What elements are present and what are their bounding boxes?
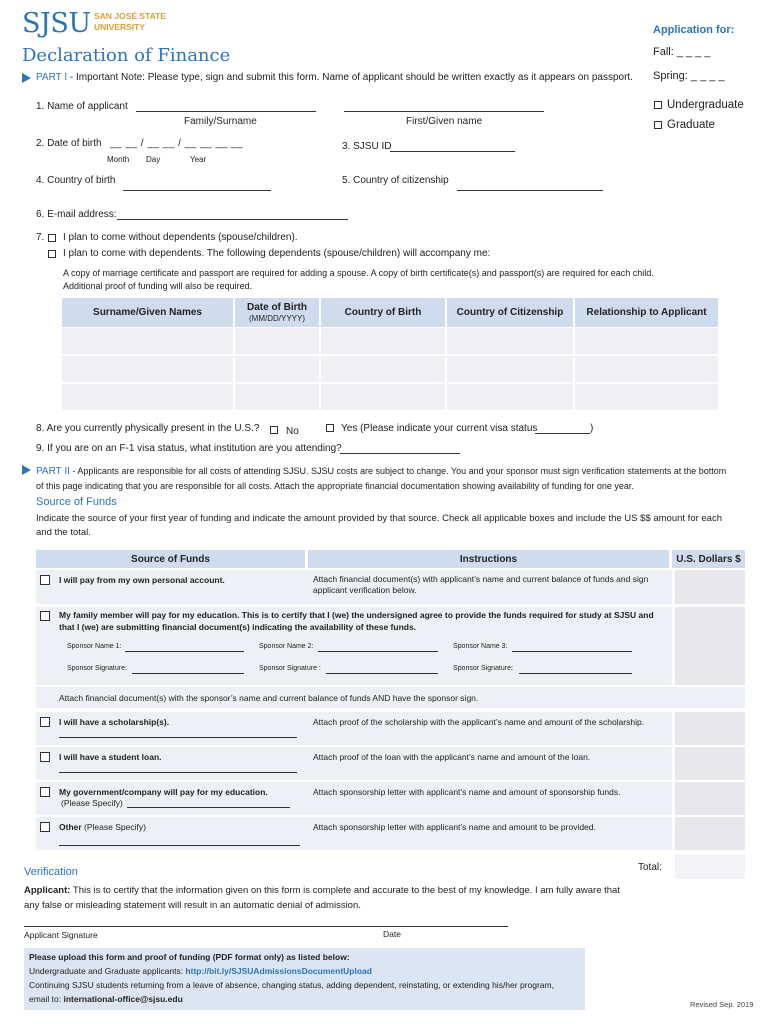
part2-text: - Applicants are responsible for all costs of attending SJSU. SJSU costs are subject to change. You and your sponsor must sign verification statements at the bottom of this page indicating that you are responsible for all costs. Attach the appropriate financial documentation showing availability of funding for one year. (36, 466, 727, 491)
q9-text: 9. If you are on an F-1 visa status, what institution are you attending? (36, 443, 342, 454)
part1-text: - Important Note: Please type, sign and submit this form. Name of applicant should be written exactly as it appears on passport. (67, 72, 633, 83)
family-attach-note: Attach financial document(s) with the sponsor’s name and current balance of funds AND have the sponsor sign. (59, 693, 479, 703)
country-citizenship-label: 5. Country of citizenship (342, 175, 449, 186)
sjsu-logo (22, 8, 182, 40)
dep-header-country-citizenship: Country of Citizenship (447, 298, 575, 327)
total-label: Total: (638, 862, 662, 873)
usd-cell-loan[interactable] (675, 747, 745, 780)
first-given-caption: First/Given name (406, 116, 483, 127)
part1-label: PART I (36, 72, 68, 83)
verification-heading: Verification (24, 866, 78, 878)
other-instructions: Attach sponsorship letter with applicant’s name and amount to be provided. (313, 822, 596, 832)
sjsu-id-label: 3. SJSU ID (342, 141, 392, 152)
dob-year: Year (190, 155, 207, 164)
logo-line1: SAN JOSÉ STATE (94, 11, 166, 21)
dob-label: 2. Date of birth (36, 138, 102, 149)
upload-line1 (29, 966, 372, 976)
upload-line1-text: Undergraduate and Graduate applicants: (29, 966, 186, 976)
usd-cell-government[interactable] (675, 782, 745, 815)
other-checkbox[interactable] (40, 822, 50, 832)
page-title: Declaration of Finance (22, 45, 231, 66)
dep-header-dob-sub: (MM/DD/YYYY) (249, 313, 305, 323)
sponsor-name-1-line[interactable] (125, 651, 244, 652)
q8-no-label: No (286, 426, 299, 437)
application-for-label: Application for: (653, 24, 735, 36)
other-specify: (Please Specify) (81, 822, 146, 832)
international-office-email[interactable]: international-office@sjsu.edu (63, 994, 183, 1004)
given-name-line[interactable] (344, 111, 544, 112)
government-line[interactable] (127, 807, 290, 808)
applicant-signature-line[interactable] (24, 926, 508, 927)
dep-cell[interactable] (575, 328, 718, 356)
upload-line3 (29, 994, 183, 1004)
spring-field[interactable]: Spring: _ _ _ _ (653, 70, 725, 82)
sponsor-name-2-line[interactable] (318, 651, 438, 652)
dep-cell[interactable] (575, 356, 718, 384)
usd-cell-other[interactable] (675, 817, 745, 850)
q8-text: 8. Are you currently physically present in the U.S.? (36, 423, 260, 434)
dep-cell[interactable] (321, 384, 447, 412)
scholarship-label: I will have a scholarship(s). (59, 717, 170, 727)
upload-title: Please upload this form and proof of funding (PDF format only) as listed below: (29, 952, 350, 962)
total-cell[interactable] (675, 855, 745, 879)
scholarship-checkbox[interactable] (40, 717, 50, 727)
family-member-checkbox[interactable] (40, 611, 50, 621)
dep-header-relationship: Relationship to Applicant (575, 298, 718, 327)
dep-header-country-birth: Country of Birth (321, 298, 447, 327)
dob-field[interactable]: __ __ / __ __ / __ __ __ __ (110, 138, 244, 149)
government-specify: (Please Specify) (61, 798, 123, 808)
other-label-wrap (59, 822, 146, 832)
logo-line2: UNIVERSITY (94, 22, 146, 32)
q8-yes-checkbox[interactable] (326, 424, 334, 432)
sponsor-signature-3-line[interactable] (519, 673, 632, 674)
q7-no-dependents-checkbox[interactable] (48, 234, 56, 242)
scholarship-line[interactable] (59, 737, 297, 738)
graduate-checkbox[interactable] (654, 121, 662, 129)
q7-number: 7. (36, 232, 45, 243)
dep-cell[interactable] (235, 384, 321, 412)
sponsor-name-2-label: Sponsor Name 2: (259, 643, 314, 650)
family-member-label: My family member will pay for my education. This is to certify that I (we) the undersigned agree to provide the funds required for study at SJSU and that I (we) are submitting financial document(s) indicating the availability of these funds. (59, 610, 654, 632)
sponsor-name-1-label: Sponsor Name 1: (67, 643, 122, 650)
sjsu-id-line[interactable] (390, 151, 515, 152)
visa-status-line[interactable] (535, 433, 590, 434)
part2-note (36, 464, 736, 493)
part2-arrow-icon (22, 465, 31, 475)
logo-sjsu-text: SJSU (22, 8, 91, 39)
dep-cell[interactable] (447, 384, 575, 412)
date-label: Date (383, 929, 401, 939)
undergraduate-checkbox[interactable] (654, 101, 662, 109)
sponsor-name-3-label: Sponsor Name 3: (453, 643, 508, 650)
personal-account-instructions: Attach financial document(s) with applicant’s name and current balance of funds and sign applicant verification below. (313, 574, 649, 595)
revised-date: Revised Sep. 2019 (690, 1000, 754, 1009)
email-label: 6. E-mail address: (36, 209, 117, 220)
usd-cell-family[interactable] (675, 607, 745, 685)
usd-cell-personal[interactable] (675, 570, 745, 604)
personal-account-checkbox[interactable] (40, 575, 50, 585)
government-instructions: Attach sponsorship letter with applicant’s name and amount of sponsorship funds. (313, 787, 621, 797)
upload-line3-text: email to: (29, 994, 64, 1004)
personal-account-label: I will pay from my own personal account. (59, 575, 225, 585)
q8-no-checkbox[interactable] (270, 426, 278, 434)
sponsor-signature-3-label: Sponsor Signature: (453, 665, 513, 672)
sponsor-name-3-line[interactable] (512, 651, 632, 652)
government-label: My government/company will pay for my education. (59, 787, 268, 797)
verification-statement (24, 883, 624, 913)
dep-header-dob (235, 298, 321, 327)
student-loan-label: I will have a student loan. (59, 752, 162, 762)
other-label: Other (59, 822, 82, 832)
country-citizenship-line[interactable] (457, 190, 603, 191)
dep-cell[interactable] (447, 356, 575, 384)
funds-header-usd: U.S. Dollars $ (672, 550, 745, 568)
dep-cell[interactable] (62, 328, 235, 356)
fall-field[interactable]: Fall: _ _ _ _ (653, 46, 711, 58)
part2-label: PART II (36, 466, 70, 477)
source-of-funds-intro: Indicate the source of your first year of funding and indicate the amount provided by that source. Check all applicable boxes and include the US $$ amount for each and the total. (36, 513, 722, 538)
student-loan-line[interactable] (59, 772, 297, 773)
undergraduate-label: Undergraduate (667, 99, 744, 111)
sponsor-signature-2-label: Sponsor Signature : (259, 665, 321, 672)
name-label: 1. Name of applicant (36, 101, 128, 112)
student-loan-checkbox[interactable] (40, 752, 50, 762)
upload-line2: Continuing SJSU students returning from a leave of absence, changing status, adding dependent, reinstating, or extending his/her program, (29, 980, 554, 990)
funds-header-source: Source of Funds (36, 550, 308, 568)
email-line[interactable] (117, 219, 348, 220)
country-birth-line[interactable] (123, 190, 271, 191)
source-of-funds-heading: Source of Funds (36, 496, 117, 508)
student-loan-instructions: Attach proof of the loan with the applicant’s name and amount of the loan. (313, 752, 591, 762)
funds-header-instructions: Instructions (308, 550, 672, 568)
graduate-label: Graduate (667, 119, 715, 131)
dep-header-names: Surname/Given Names (62, 298, 235, 327)
verification-applicant-bold: Applicant: (24, 885, 71, 896)
sponsor-signature-1-line[interactable] (132, 673, 244, 674)
part1-arrow-icon (22, 73, 31, 83)
q8-yes-label: Yes (Please indicate your current visa status (341, 423, 538, 434)
dep-header-dob-text: Date of Birth (247, 301, 307, 313)
dep-cell[interactable] (235, 328, 321, 356)
q7-with-dependents-label: I plan to come with dependents. The following dependents (spouse/children) will accompany me: (63, 248, 491, 259)
q7-no-dependents-label: I plan to come without dependents (spouse/children). (63, 232, 298, 243)
applicant-signature-label: Applicant Signature (24, 930, 98, 940)
dep-cell[interactable] (447, 328, 575, 356)
institution-line[interactable] (340, 453, 460, 454)
sponsor-signature-2-line[interactable] (326, 673, 438, 674)
country-birth-label: 4. Country of birth (36, 175, 116, 186)
dob-day: Day (146, 155, 161, 164)
dep-cell[interactable] (321, 328, 447, 356)
dep-cell[interactable] (235, 356, 321, 384)
surname-line[interactable] (136, 111, 316, 112)
dep-cell[interactable] (575, 384, 718, 412)
other-line[interactable] (59, 845, 300, 846)
dep-cell[interactable] (62, 384, 235, 412)
part1-note (36, 72, 633, 83)
family-surname-caption: Family/Surname (184, 116, 257, 127)
sponsor-signature-1-label: Sponsor Signature: (67, 665, 127, 672)
usd-cell-scholarship[interactable] (675, 712, 745, 745)
scholarship-instructions: Attach proof of the scholarship with the applicant’s name and amount of the scholarship. (313, 717, 645, 727)
q8-close-paren: ) (590, 423, 594, 434)
dob-month: Month (107, 155, 130, 164)
q7-with-dependents-checkbox[interactable] (48, 250, 56, 258)
upload-link[interactable]: http://bit.ly/SJSUAdmissionsDocumentUpload (185, 966, 372, 976)
government-checkbox[interactable] (40, 787, 50, 797)
verification-text: This is to certify that the information given on this form is complete and accurate to the best of my knowledge. I am fully aware that any false or misleading statement will result in an automatic denial of admission. (24, 885, 620, 911)
dep-cell[interactable] (62, 356, 235, 384)
q7-note: A copy of marriage certificate and passport are required for adding a spouse. A copy of birth certificate(s) and passport(s) are required for each child. Additional proof of funding will also be required. (63, 268, 654, 291)
dep-cell[interactable] (321, 356, 447, 384)
